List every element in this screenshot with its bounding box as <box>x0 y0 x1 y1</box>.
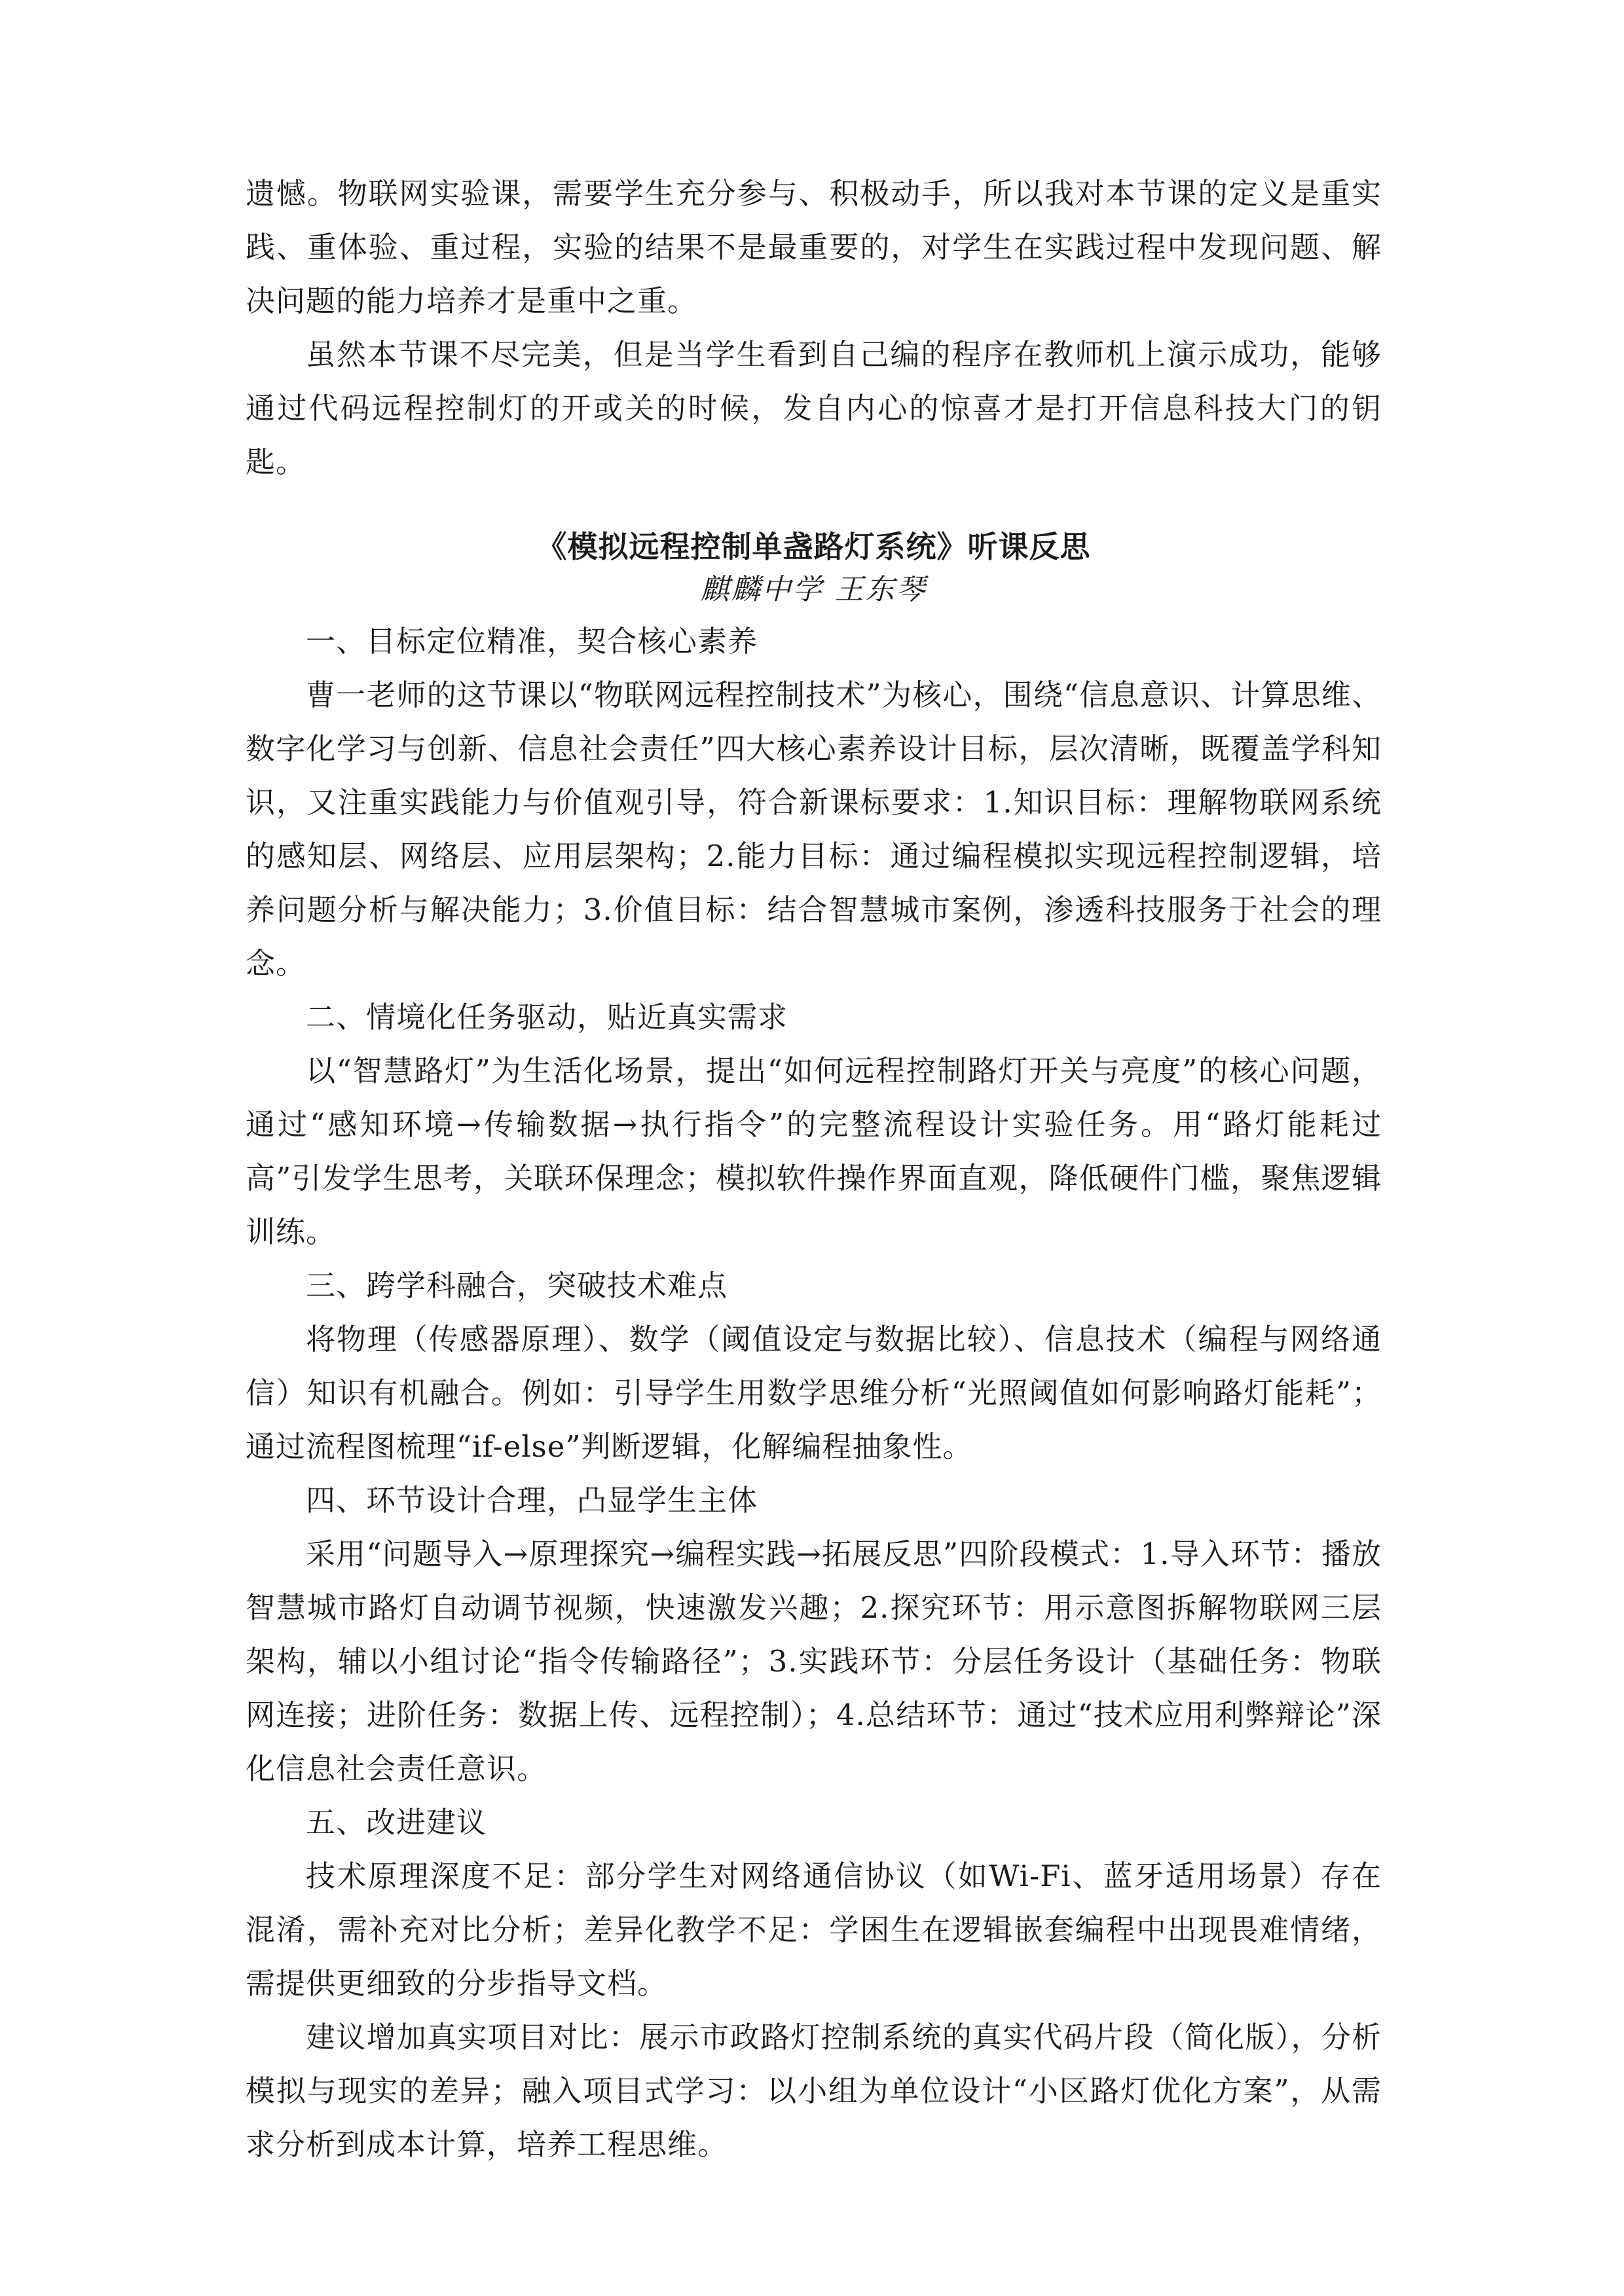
section-4-paragraph-1: 采用“问题导入→原理探究→编程实践→拓展反思”四阶段模式：1.导入环节：播放智慧城市路灯自动调节视频，快速激发兴趣；2.探究环节：用示意图拆解物联网三层架构，辅以小组讨论“指令传输路径”；3.实践环节：分层任务设计（基础任务：物联网连接；进阶任务：数据上传、远程控制）；4.总结环节：通过“技术应用利弊辩论”深化信息社会责任意识。 <box>246 1537 1382 1786</box>
section-heading-3: 三、跨学科融合，突破技术难点 <box>306 1268 728 1303</box>
section-2-paragraph-1: 以“智慧路灯”为生活化场景，提出“如何远程控制路灯开关与亮度”的核心问题，通过“感知环境→传输数据→执行指令”的完整流程设计实验任务。用“路灯能耗过高”引发学生思考，关联环保理念；模拟软件操作界面直观，降低硬件门槛，聚焦逻辑训练。 <box>246 1053 1382 1249</box>
prev-paragraph-1: 遗憾。物联网实验课，需要学生充分参与、积极动手，所以我对本节课的定义是重实践、重体验、重过程，实验的结果不是最重要的，对学生在实践过程中发现问题、解决问题的能力培养才是重中之重。 <box>246 176 1382 318</box>
section-heading-2: 二、情境化任务驱动，贴近真实需求 <box>306 1000 788 1034</box>
document-page <box>246 167 1382 2172</box>
article-title: 《模拟远程控制单盏路灯系统》听课反思 <box>536 529 1091 564</box>
section-5-paragraph-1: 技术原理深度不足：部分学生对网络通信协议（如Wi-Fi、蓝牙适用场景）存在混淆，需补充对比分析；差异化教学不足：学困生在逻辑嵌套编程中出现畏难情绪，需提供更细致的分步指导文档。 <box>246 1859 1382 2001</box>
section-3-paragraph-1: 将物理（传感器原理）、数学（阈值设定与数据比较）、信息技术（编程与网络通信）知识有机融合。例如：引导学生用数学思维分析“光照阈值如何影响路灯能耗”；通过流程图梳理“if-else”判断逻辑，化解编程抽象性。 <box>246 1322 1382 1464</box>
section-heading-5: 五、改进建议 <box>306 1805 487 1840</box>
prev-paragraph-2: 虽然本节课不尽完美，但是当学生看到自己编的程序在教师机上演示成功，能够通过代码远程控制灯的开或关的时候，发自内心的惊喜才是打开信息科技大门的钥匙。 <box>246 337 1382 479</box>
section-5-paragraph-2: 建议增加真实项目对比：展示市政路灯控制系统的真实代码片段（简化版），分析模拟与现实的差异；融入项目式学习：以小组为单位设计“小区路灯优化方案”，从需求分析到成本计算，培养工程思维。 <box>246 2020 1382 2162</box>
section-1-paragraph-1: 曹一老师的这节课以“物联网远程控制技术”为核心，围绕“信息意识、计算思维、数字化学习与创新、信息社会责任”四大核心素养设计目标，层次清晰，既覆盖学科知识，又注重实践能力与价值观引导，符合新课标要求：1.知识目标：理解物联网系统的感知层、网络层、应用层架构；2.能力目标：通过编程模拟实现远程控制逻辑，培养问题分析与解决能力；3.价值目标：结合智慧城市案例，渗透科技服务于社会的理念。 <box>246 678 1382 981</box>
section-heading-1: 一、目标定位精准，契合核心素养 <box>306 624 758 659</box>
article-byline: 麒麟中学 王东琴 <box>700 573 927 606</box>
section-heading-4: 四、环节设计合理，凸显学生主体 <box>306 1483 758 1518</box>
